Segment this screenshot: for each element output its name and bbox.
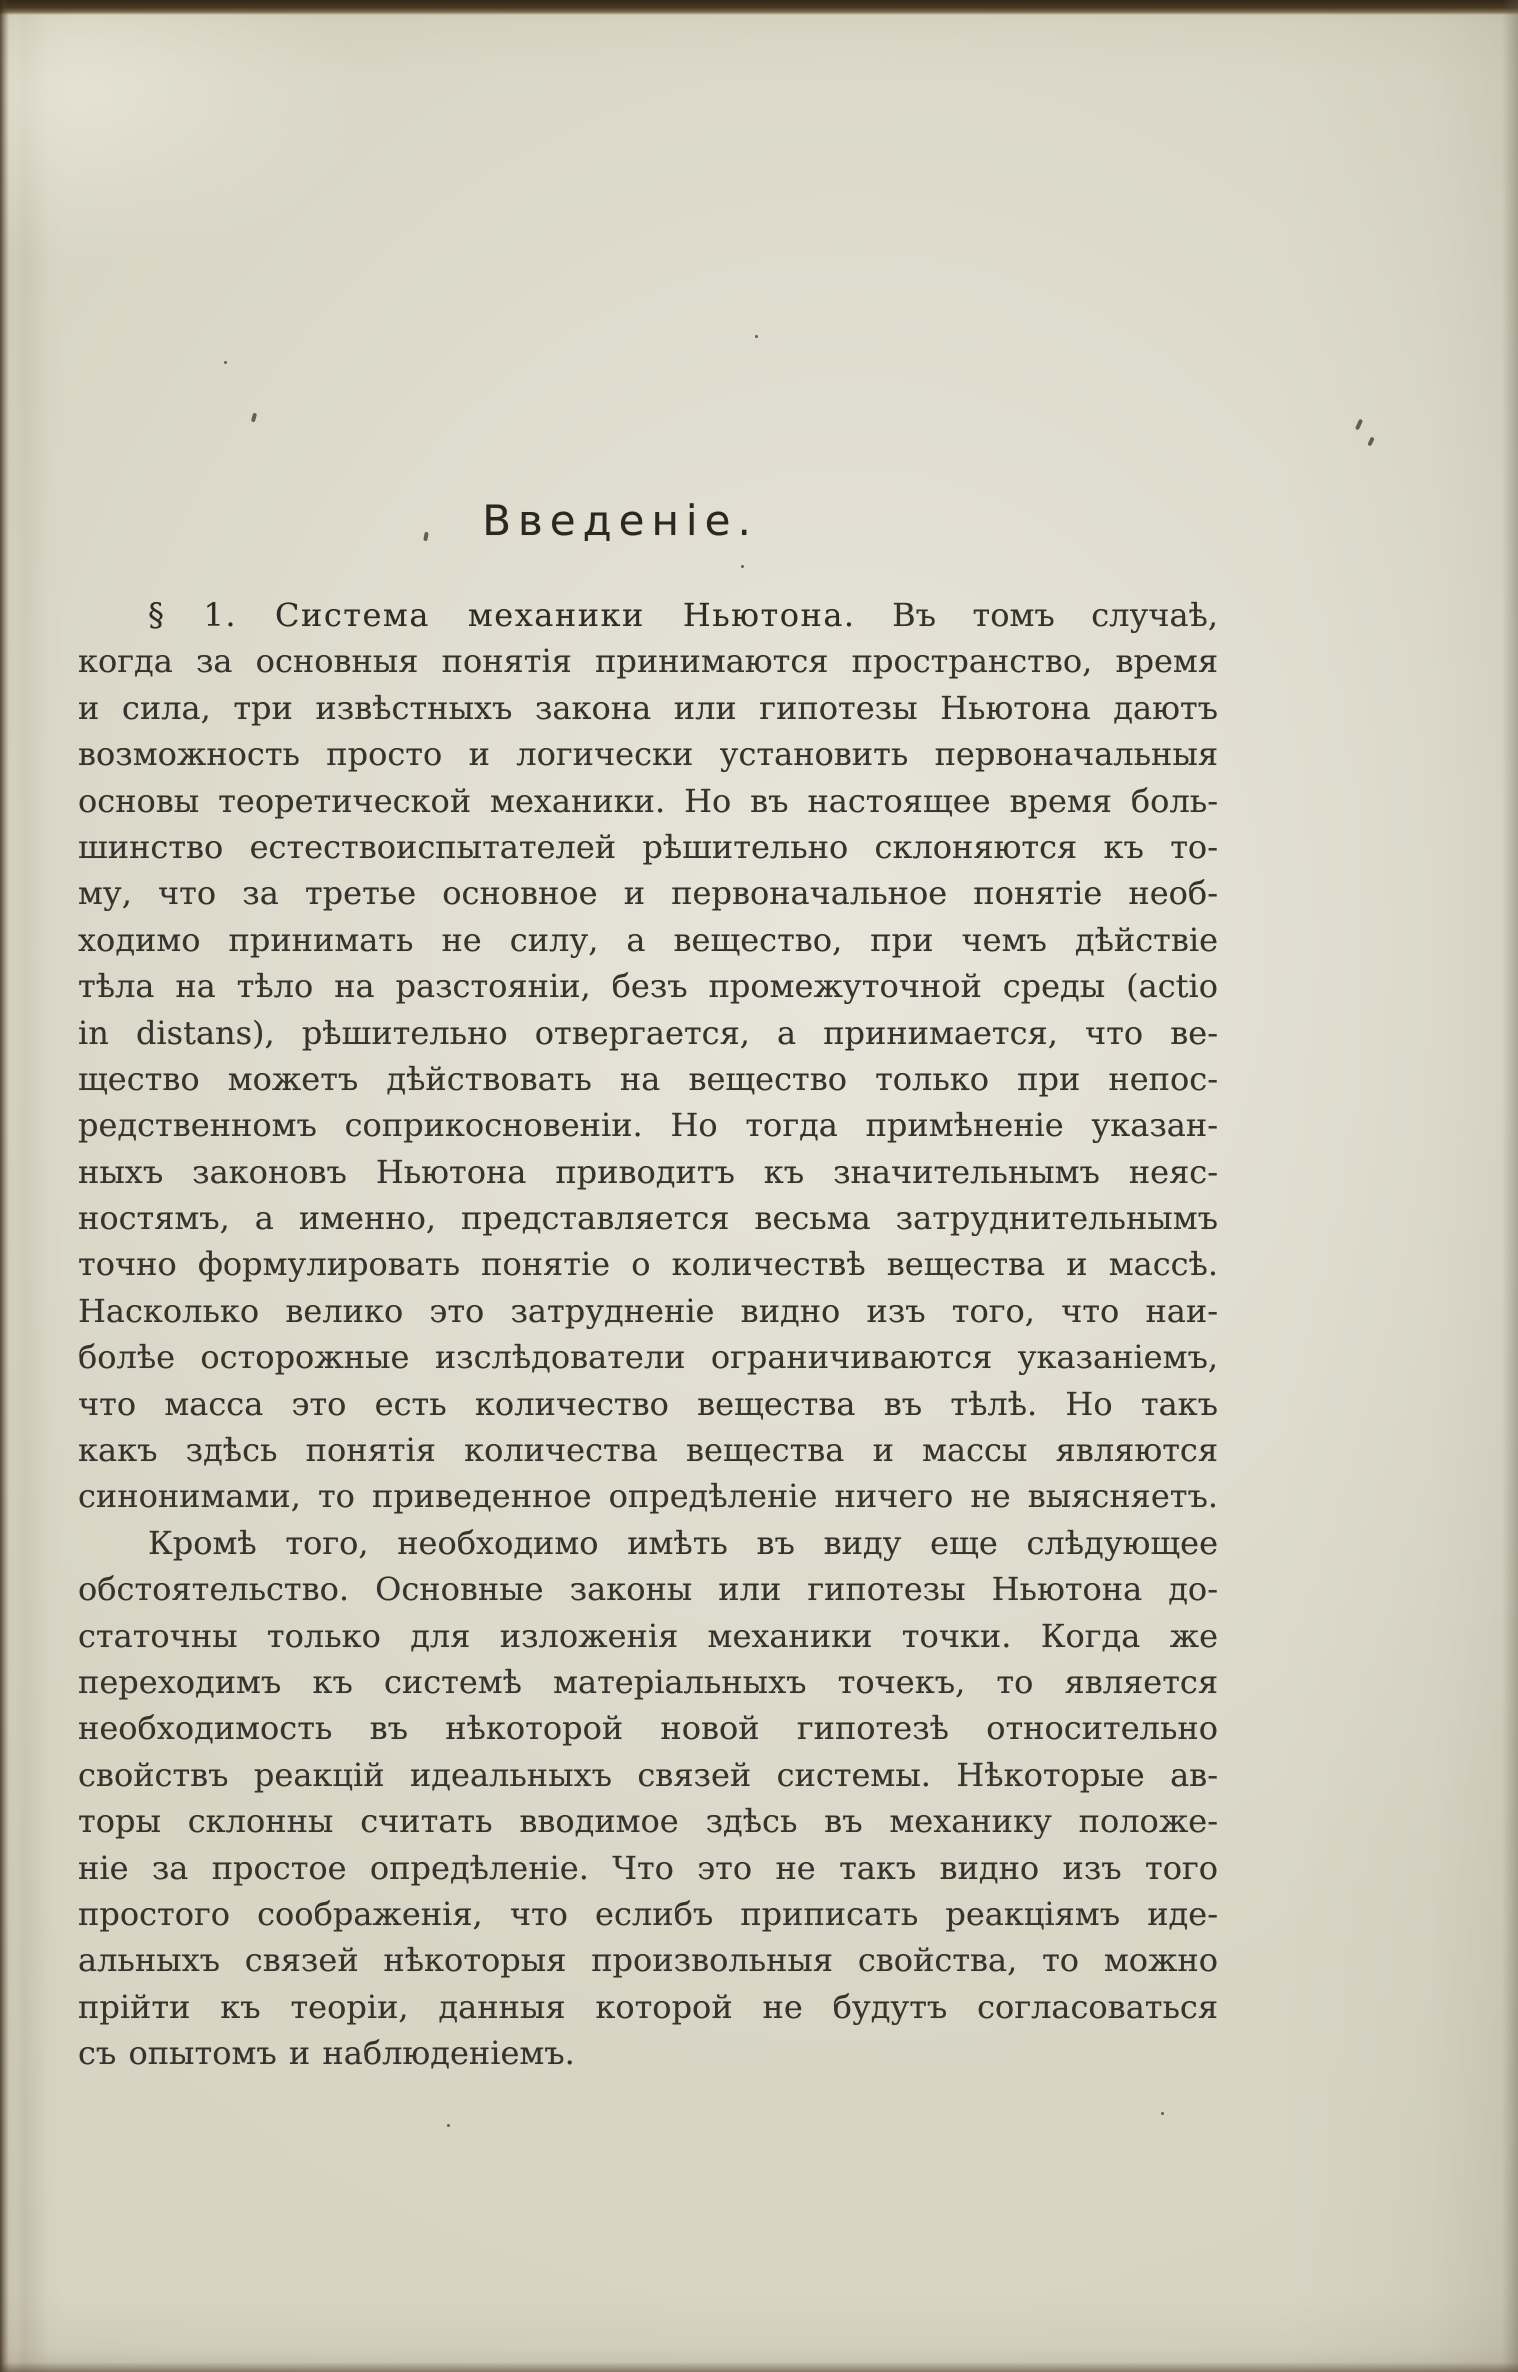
paper-speck bbox=[251, 413, 257, 423]
text-line: и сила, три извѣстныхъ закона или гипотезы Ньютона даютъ bbox=[78, 688, 1218, 727]
text-line: переходимъ къ системѣ матеріальныхъ точекъ, то является bbox=[78, 1662, 1218, 1701]
text-line: основы теоретической механики. Но въ настоящее время боль- bbox=[78, 781, 1218, 820]
text-line: in distans), рѣшительно отвергается, а принимается, что ве- bbox=[78, 1013, 1218, 1052]
text-line: Кромѣ того, необходимо имѣть въ виду еще слѣдующее bbox=[148, 1523, 1218, 1562]
text-line bbox=[78, 592, 1218, 638]
text-line: ностямъ, а именно, представляется весьма затруднительнымъ bbox=[78, 1199, 1218, 1238]
page-edge-bottom bbox=[0, 2362, 1518, 2372]
paper-speck bbox=[447, 2124, 450, 2127]
text-line-rest: Въ томъ случаѣ, bbox=[892, 596, 1218, 634]
text-line: тѣла на тѣло на разстояніи, безъ промежуточной среды (actio bbox=[78, 967, 1218, 1006]
text-line: прійти къ теоріи, данныя которой не будутъ согласоваться bbox=[78, 1987, 1218, 2026]
page-edge-left bbox=[0, 0, 9, 2372]
text-line: ніе за простое опредѣленіе. Что это не такъ видно изъ того bbox=[78, 1848, 1218, 1887]
text-line: простого соображенія, что еслибъ приписать реакціямъ иде- bbox=[78, 1894, 1218, 1933]
text-line: ходимо принимать не силу, а вещество, при чемъ дѣйствіе bbox=[78, 920, 1218, 959]
text-line: точно формулировать понятіе о количествѣ вещества и массѣ. bbox=[78, 1245, 1218, 1284]
text-line: когда за основныя понятія принимаются пространство, время bbox=[78, 642, 1218, 681]
text-line: редственномъ соприкосновеніи. Но тогда примѣненіе указан- bbox=[78, 1106, 1218, 1145]
text-line: синонимами, то приведенное опредѣленіе ничего не выясняетъ. bbox=[78, 1477, 1218, 1516]
paper-speck bbox=[1367, 437, 1374, 447]
text-line: ныхъ законовъ Ньютона приводитъ къ значительнымъ неяс- bbox=[78, 1152, 1218, 1191]
text-block bbox=[78, 592, 1218, 2077]
text-line: му, что за третье основное и первоначальное понятіе необ- bbox=[78, 874, 1218, 913]
paper-speck bbox=[224, 361, 227, 364]
text-line: болѣе осторожные изслѣдователи ограничиваются указаніемъ, bbox=[78, 1338, 1218, 1377]
text-line: обстоятельство. Основные законы или гипотезы Ньютона до- bbox=[78, 1570, 1218, 1609]
text-line: свойствъ реакцій идеальныхъ связей системы. Нѣкоторые ав- bbox=[78, 1755, 1218, 1794]
text-line: какъ здѣсь понятія количества вещества и массы являются bbox=[78, 1431, 1218, 1470]
text-line: шинство естествоиспытателей рѣшительно склоняются къ то- bbox=[78, 827, 1218, 866]
paper-speck bbox=[755, 335, 758, 338]
text-line: альныхъ связей нѣкоторыя произвольныя свойства, то можно bbox=[78, 1941, 1218, 1980]
text-line: статочны только для изложенія механики точки. Когда же bbox=[78, 1616, 1218, 1655]
section-heading: § 1. Система механики Ньютона. bbox=[148, 596, 856, 634]
text-line: Насколько велико это затрудненіе видно изъ того, что наи- bbox=[78, 1291, 1218, 1330]
text-line: необходимость въ нѣкоторой новой гипотезѣ относительно bbox=[78, 1709, 1218, 1748]
page-title: Введеніе. bbox=[482, 496, 758, 545]
paper-speck bbox=[1161, 2112, 1164, 2115]
paper-speck bbox=[741, 565, 744, 568]
text-line: торы склонны считать вводимое здѣсь въ механику положе- bbox=[78, 1802, 1218, 1841]
page-edge-top bbox=[0, 0, 1518, 15]
text-line: щество можетъ дѣйствовать на вещество только при непос- bbox=[78, 1059, 1218, 1098]
page-edge-right bbox=[1502, 0, 1518, 2372]
text-line: возможность просто и логически установить первоначальныя bbox=[78, 735, 1218, 774]
text-line: съ опытомъ и наблюденіемъ. bbox=[78, 2034, 575, 2073]
text-line: что масса это есть количество вещества въ тѣлѣ. Но такъ bbox=[78, 1384, 1218, 1423]
paper-speck bbox=[1355, 419, 1363, 431]
